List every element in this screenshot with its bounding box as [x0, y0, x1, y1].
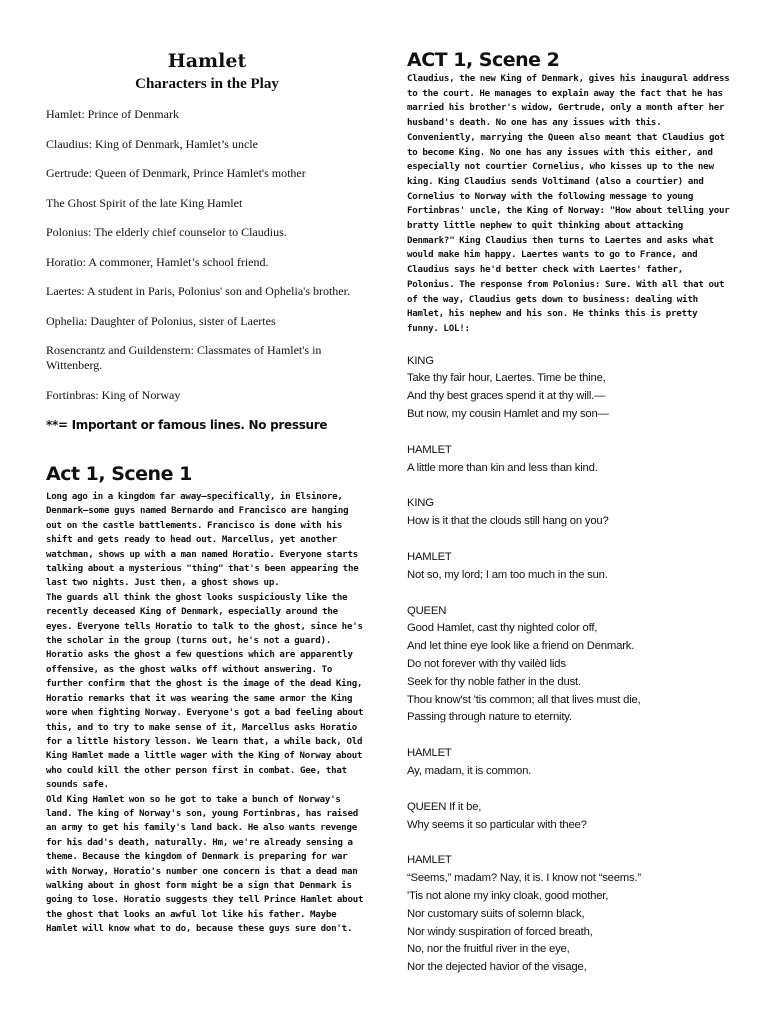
left-column	[46, 48, 368, 937]
character-entry: Laertes: A student in Paris, Polonius' son and Ophelia's brother.	[46, 284, 350, 298]
character-entry: Rosencrantz and Guildenstern: Classmates of Hamlet's in Wittenberg.	[46, 343, 322, 372]
dialogue-line: Good Hamlet, cast thy nighted color off,	[407, 622, 598, 635]
speech-block	[407, 852, 733, 977]
speech-block	[407, 745, 733, 781]
summary-paragraph: The guards all think the ghost looks suspiciously like the recently deceased King of Denmark, especially around the eyes. Everyone tells Horatio to talk to the ghost, since he's the scholar in the group (turns out, he's not a guard). Horatio asks the ghost a few questions which are apparently offensive, as the ghost walks off without answering. To further confirm that the ghost is the image of the dead King, Horatio remarks that it was wearing the same armor the King wore when fighting Norway. Everyone's got a bad feeling about this, and to try to make sense of it, Marcellus asks Horatio for a little history lesson. We learn that, a while back, Old King Hamlet made a little wager with the King of Norway about who could kill the other person first in combat. Gee, that sounds safe.	[46, 592, 364, 791]
dialogue-line: Not so, my lord; I am too much in the sun.	[407, 568, 608, 581]
speaker-label: HAMLET	[407, 443, 452, 456]
character-entry: Fortinbras: King of Norway	[46, 387, 181, 402]
dialogue-line: How is it that the clouds still hang on you?	[407, 515, 609, 528]
scene2-summary: Claudius, the new King of Denmark, gives his inaugural address to the court. He manages to explain away the fact that he has married his brother's widow, Gertrude, only a month after her husband's death. No one has any issues with this. Conveniently, marrying the Queen also meant that Claudius got to become King. No one has any issues with this either, and especially not courtier Cornelius, who kisses up to the new king. King Claudius sends Voltimand (also a courtier) and Cornelius to Norway with the following message to young Fortinbras' uncle, the King of Norway: "How about telling your bratty little nephew to quit thinking about attacking Denmark?" King Claudius then turns to Laertes and asks what would make him happy. Laertes wants to go to France, and Claudius says he'd better check with Laertes' father, Polonius. The response from Polonius: Sure. With all that out of the way, Claudius gets down to business: dealing with Hamlet, his nephew and his son. He thinks this is pretty funny. LOL!:	[407, 74, 730, 334]
character-entry: Claudius: King of Denmark, Hamlet’s uncle	[46, 136, 258, 151]
scene1-heading: Act 1, Scene 1	[46, 463, 192, 485]
dialogue-line: 'Tis not alone my inky cloak, good mother,	[407, 889, 609, 902]
speaker-label: KING	[407, 354, 434, 367]
character-entry: Ophelia: Daughter of Polonius, sister of Laertes	[46, 313, 276, 328]
speech-block	[407, 549, 733, 585]
dialogue-line: Passing through nature to eternity.	[407, 711, 572, 724]
character-entry: Horatio: A commoner, Hamlet’s school friend.	[46, 254, 269, 269]
speech-block	[407, 495, 733, 531]
dialogue-line: And thy best graces spend it at thy will.—	[407, 390, 606, 403]
document-title: Hamlet	[167, 50, 247, 72]
right-column	[407, 48, 733, 995]
document-subtitle: Characters in the Play	[135, 76, 279, 92]
dialogue-line: No, nor the fruitful river in the eye,	[407, 943, 570, 956]
speaker-label: QUEEN	[407, 604, 447, 617]
character-entry: Polonius: The elderly chief counselor to Claudius.	[46, 225, 287, 239]
speaker-label: QUEEN If it be,	[407, 800, 482, 813]
dialogue-line: Do not forever with thy vailèd lids	[407, 658, 566, 671]
dialogue-line: Nor customary suits of solemn black,	[407, 907, 585, 920]
character-entry: Hamlet: Prince of Denmark	[46, 107, 179, 121]
dialogue-line: Seek for thy noble father in the dust.	[407, 675, 581, 688]
character-list	[46, 107, 368, 403]
dialogue-line: And let thine eye look like a friend on Denmark.	[407, 640, 635, 653]
scene2-heading: ACT 1, Scene 2	[407, 49, 560, 71]
speech-block	[407, 353, 733, 424]
scene2-dialogue	[407, 353, 733, 977]
dialogue-line: Take thy fair hour, Laertes. Time be thine,	[407, 372, 606, 385]
speech-block	[407, 442, 733, 478]
summary-paragraph: Old King Hamlet won so he got to take a bunch of Norway's land. The king of Norway's son, young Fortinbras, has raised an army to get his family's land back. He also wants revenge for his dad's death, naturally. Hm, we're already sensing a theme. Because the kingdom of Denmark is preparing for war with Norway, Horatio's number one concern is that a dead man walking about in ghost form might be a sign that Denmark is going to lose. Horatio suggests they tell Prince Hamlet about the ghost that looks an awful lot like his father. Maybe Hamlet will know what to do, because these guys sure don't.	[46, 794, 364, 935]
character-entry: Gertrude: Queen of Denmark, Prince Hamlet's mother	[46, 166, 306, 180]
summary-paragraph: Long ago in a kingdom far away—specifically, in Elsinore, Denmark—some guys named Bernardo and Francisco are hanging out on the castle battlements. Francisco is done with his shift and gets ready to head out. Marcellus, yet another watchman, shows up with a man named Horatio. Everyone starts talking about a mysterious "thing" that's been appearing the last two nights. Just then, a ghost shows up.	[46, 492, 359, 589]
speaker-label: HAMLET	[407, 747, 452, 760]
dialogue-line: A little more than kin and less than kind.	[407, 461, 598, 474]
dialogue-line: “Seems,” madam? Nay, it is. I know not “seems.”	[407, 872, 641, 885]
dialogue-line: Nor windy suspiration of forced breath,	[407, 925, 593, 938]
dialogue-line: Thou know'st 'tis common; all that lives must die,	[407, 693, 641, 706]
dialogue-line: Ay, madam, it is common.	[407, 765, 532, 777]
speaker-label: HAMLET	[407, 854, 452, 867]
character-entry: The Ghost Spirit of the late King Hamlet	[46, 195, 243, 210]
speaker-label: HAMLET	[407, 551, 452, 564]
dialogue-line: Why seems it so particular with thee?	[407, 818, 587, 831]
speech-block	[407, 603, 733, 728]
speech-block	[407, 799, 733, 835]
scene1-summary	[46, 490, 368, 937]
dialogue-line: But now, my cousin Hamlet and my son—	[407, 408, 609, 421]
speaker-label: KING	[407, 497, 434, 510]
important-lines-note: **= Important or famous lines. No pressure	[46, 418, 328, 432]
dialogue-line: Nor the dejected havior of the visage,	[407, 961, 587, 974]
